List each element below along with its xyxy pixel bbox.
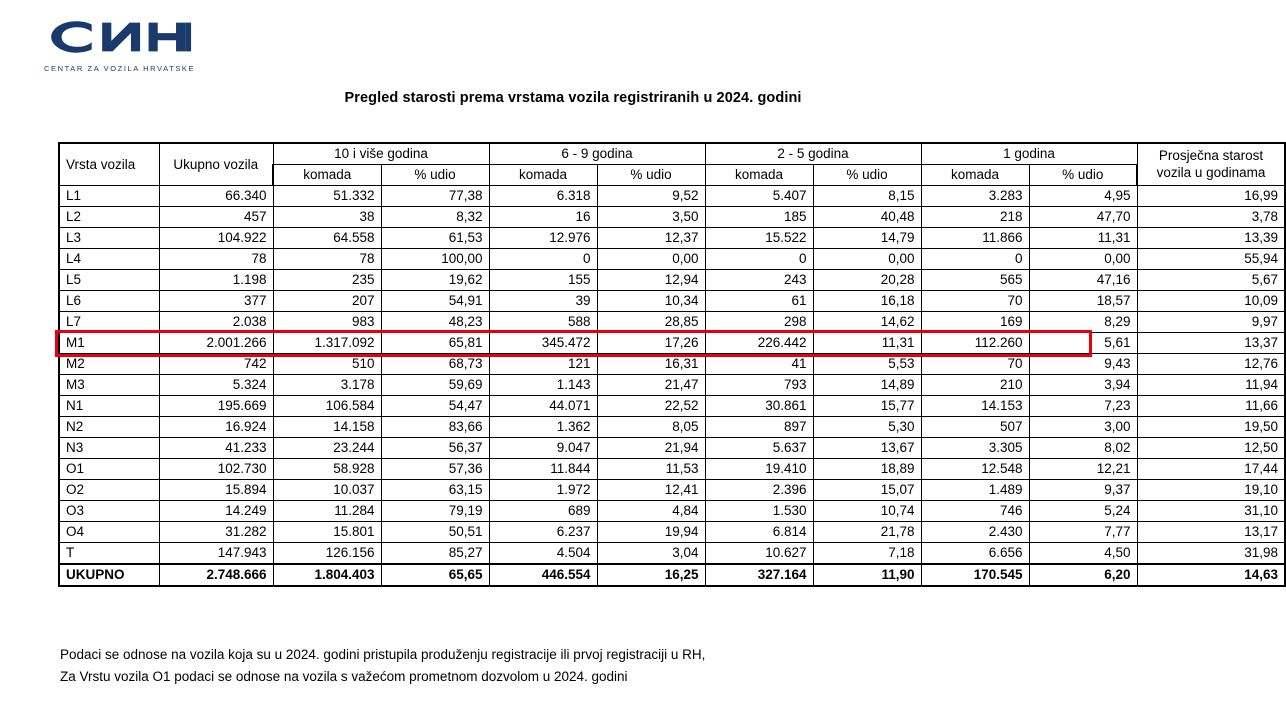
logo [42,14,222,73]
cell-6-9-udio: 21,94 [597,438,705,459]
cell-10-plus-komada: 51.332 [273,186,381,207]
cell-prosjecna-starost: 19,50 [1137,417,1285,438]
cell-2-5-komada: 41 [705,354,813,375]
cell-2-5-komada: 793 [705,375,813,396]
subcol-2-5-udio: % udio [813,165,921,186]
cell-2-5-udio: 7,18 [813,543,921,565]
cell-1-godina-komada: 11.866 [921,228,1029,249]
cell-6-9-komada: 446.554 [489,564,597,586]
cell-ukupno-vozila: 2.748.666 [159,564,273,586]
cell-1-godina-udio: 47,70 [1029,207,1137,228]
cell-1-godina-komada: 2.430 [921,522,1029,543]
cell-vrsta-vozila: L2 [59,207,159,228]
cell-10-plus-udio: 48,23 [381,312,489,333]
cell-6-9-udio: 9,52 [597,186,705,207]
col-group-1-godina: 1 godina [921,143,1137,165]
cell-10-plus-komada: 983 [273,312,381,333]
cell-ukupno-vozila: 16.924 [159,417,273,438]
cell-1-godina-udio: 4,95 [1029,186,1137,207]
cell-ukupno-vozila: 41.233 [159,438,273,459]
cell-10-plus-udio: 68,73 [381,354,489,375]
col-group-6-9: 6 - 9 godina [489,143,705,165]
cell-10-plus-udio: 65,81 [381,333,489,354]
cell-2-5-komada: 5.637 [705,438,813,459]
cell-1-godina-udio: 47,16 [1029,270,1137,291]
cell-ukupno-vozila: 2.038 [159,312,273,333]
cell-ukupno-vozila: 104.922 [159,228,273,249]
cell-prosjecna-starost: 3,78 [1137,207,1285,228]
cell-6-9-udio: 16,25 [597,564,705,586]
cell-1-godina-udio: 7,77 [1029,522,1137,543]
table-row [59,480,1285,501]
cell-prosjecna-starost: 17,44 [1137,459,1285,480]
cell-ukupno-vozila: 14.249 [159,501,273,522]
cell-6-9-udio: 12,37 [597,228,705,249]
col-header-ukupno-vozila: Ukupno vozila [159,143,273,186]
subcol-1-godina-komada: komada [921,165,1029,186]
cell-10-plus-komada: 207 [273,291,381,312]
cell-1-godina-udio: 7,23 [1029,396,1137,417]
table-row [59,564,1285,586]
cell-6-9-udio: 11,53 [597,459,705,480]
cell-1-godina-komada: 565 [921,270,1029,291]
cell-10-plus-udio: 83,66 [381,417,489,438]
cell-ukupno-vozila: 102.730 [159,459,273,480]
cell-6-9-komada: 39 [489,291,597,312]
cell-vrsta-vozila: T [59,543,159,565]
cell-10-plus-komada: 58.928 [273,459,381,480]
cell-prosjecna-starost: 10,09 [1137,291,1285,312]
cell-1-godina-udio: 3,00 [1029,417,1137,438]
table-row [59,375,1285,396]
cell-1-godina-komada: 70 [921,354,1029,375]
cell-2-5-udio: 0,00 [813,249,921,270]
cell-6-9-udio: 12,41 [597,480,705,501]
cell-10-plus-udio: 63,15 [381,480,489,501]
cell-1-godina-komada: 1.489 [921,480,1029,501]
table-row [59,249,1285,270]
cell-ukupno-vozila: 1.198 [159,270,273,291]
cell-2-5-komada: 15.522 [705,228,813,249]
cell-6-9-udio: 8,05 [597,417,705,438]
cell-2-5-komada: 6.814 [705,522,813,543]
prosjek-line-1: Prosječna starost [1158,148,1264,163]
subcol-6-9-udio: % udio [597,165,705,186]
table-body [59,186,1285,587]
logo-caption: CENTAR ZA VOZILA HRVATSKE [44,64,196,73]
cell-10-plus-komada: 15.801 [273,522,381,543]
cell-prosjecna-starost: 13,17 [1137,522,1285,543]
cell-6-9-udio: 3,04 [597,543,705,565]
cell-6-9-komada: 588 [489,312,597,333]
cell-vrsta-vozila: M3 [59,375,159,396]
cell-1-godina-komada: 70 [921,291,1029,312]
cell-6-9-komada: 0 [489,249,597,270]
cell-6-9-udio: 28,85 [597,312,705,333]
cell-prosjecna-starost: 13,37 [1137,333,1285,354]
cell-6-9-komada: 16 [489,207,597,228]
cell-vrsta-vozila: N2 [59,417,159,438]
cell-vrsta-vozila: L7 [59,312,159,333]
cell-1-godina-komada: 3.305 [921,438,1029,459]
cell-6-9-udio: 3,50 [597,207,705,228]
cell-prosjecna-starost: 31,10 [1137,501,1285,522]
col-group-10-plus: 10 i više godina [273,143,489,165]
cell-10-plus-komada: 1.317.092 [273,333,381,354]
cell-1-godina-komada: 12.548 [921,459,1029,480]
cell-10-plus-udio: 57,36 [381,459,489,480]
cell-6-9-komada: 155 [489,270,597,291]
cell-6-9-komada: 6.318 [489,186,597,207]
cell-2-5-udio: 15,77 [813,396,921,417]
cell-1-godina-komada: 218 [921,207,1029,228]
cell-10-plus-udio: 79,19 [381,501,489,522]
footnote-2: Za Vrstu vozila O1 podaci se odnose na vozila s važećom prometnom dozvolom u 2024. godini [60,669,628,684]
cell-2-5-komada: 243 [705,270,813,291]
table-row [59,354,1285,375]
cell-vrsta-vozila: O1 [59,459,159,480]
cell-prosjecna-starost: 14,63 [1137,564,1285,586]
cell-ukupno-vozila: 31.282 [159,522,273,543]
cell-prosjecna-starost: 9,97 [1137,312,1285,333]
cell-6-9-udio: 4,84 [597,501,705,522]
cell-2-5-udio: 14,79 [813,228,921,249]
cell-1-godina-komada: 3.283 [921,186,1029,207]
cell-10-plus-udio: 61,53 [381,228,489,249]
cell-ukupno-vozila: 15.894 [159,480,273,501]
cell-2-5-komada: 327.164 [705,564,813,586]
cell-prosjecna-starost: 19,10 [1137,480,1285,501]
cell-10-plus-komada: 64.558 [273,228,381,249]
cnh-logo-icon [42,14,212,60]
cell-6-9-udio: 10,34 [597,291,705,312]
cell-10-plus-komada: 78 [273,249,381,270]
subcol-10-plus-komada: komada [273,165,381,186]
cell-2-5-udio: 16,18 [813,291,921,312]
cell-ukupno-vozila: 195.669 [159,396,273,417]
cell-6-9-udio: 19,94 [597,522,705,543]
table-row [59,270,1285,291]
cell-1-godina-udio: 3,94 [1029,375,1137,396]
cell-6-9-komada: 1.362 [489,417,597,438]
table-row [59,186,1285,207]
cell-vrsta-vozila: L5 [59,270,159,291]
cell-2-5-udio: 11,31 [813,333,921,354]
cell-2-5-udio: 18,89 [813,459,921,480]
cell-10-plus-komada: 1.804.403 [273,564,381,586]
cell-2-5-udio: 11,90 [813,564,921,586]
cell-vrsta-vozila: M2 [59,354,159,375]
cell-10-plus-komada: 10.037 [273,480,381,501]
cell-6-9-komada: 12.976 [489,228,597,249]
cell-6-9-udio: 21,47 [597,375,705,396]
table-row [59,438,1285,459]
cell-vrsta-vozila: L6 [59,291,159,312]
cell-1-godina-udio: 4,50 [1029,543,1137,565]
table-row [59,291,1285,312]
cell-6-9-komada: 1.143 [489,375,597,396]
footnotes [60,644,705,688]
table-row [59,396,1285,417]
cell-2-5-udio: 13,67 [813,438,921,459]
cell-ukupno-vozila: 5.324 [159,375,273,396]
table-row [59,417,1285,438]
cell-10-plus-udio: 56,37 [381,438,489,459]
cell-10-plus-udio: 50,51 [381,522,489,543]
cell-1-godina-udio: 18,57 [1029,291,1137,312]
cell-1-godina-komada: 170.545 [921,564,1029,586]
cell-prosjecna-starost: 16,99 [1137,186,1285,207]
col-header-vrsta-vozila: Vrsta vozila [59,143,159,186]
cell-ukupno-vozila: 66.340 [159,186,273,207]
cell-10-plus-komada: 38 [273,207,381,228]
cell-1-godina-komada: 507 [921,417,1029,438]
cell-2-5-komada: 61 [705,291,813,312]
cell-1-godina-udio: 5,61 [1029,333,1137,354]
cell-1-godina-komada: 0 [921,249,1029,270]
cell-1-godina-udio: 0,00 [1029,249,1137,270]
cell-2-5-udio: 15,07 [813,480,921,501]
cell-6-9-udio: 16,31 [597,354,705,375]
table-row [59,228,1285,249]
cell-vrsta-vozila: N1 [59,396,159,417]
table-header [59,143,1285,186]
table-row [59,333,1285,354]
subcol-2-5-komada: komada [705,165,813,186]
col-group-2-5: 2 - 5 godina [705,143,921,165]
cell-1-godina-udio: 11,31 [1029,228,1137,249]
cell-6-9-komada: 11.844 [489,459,597,480]
table-row [59,522,1285,543]
cell-10-plus-udio: 54,47 [381,396,489,417]
cell-prosjecna-starost: 55,94 [1137,249,1285,270]
cell-2-5-komada: 0 [705,249,813,270]
cell-1-godina-udio: 12,21 [1029,459,1137,480]
cell-prosjecna-starost: 31,98 [1137,543,1285,565]
cell-2-5-udio: 14,62 [813,312,921,333]
cell-2-5-udio: 5,53 [813,354,921,375]
cell-2-5-komada: 226.442 [705,333,813,354]
cell-1-godina-komada: 746 [921,501,1029,522]
cell-ukupno-vozila: 377 [159,291,273,312]
cell-6-9-komada: 4.504 [489,543,597,565]
cell-10-plus-komada: 11.284 [273,501,381,522]
cell-10-plus-udio: 54,91 [381,291,489,312]
cell-6-9-komada: 1.972 [489,480,597,501]
cell-10-plus-komada: 126.156 [273,543,381,565]
cell-6-9-komada: 689 [489,501,597,522]
cell-1-godina-komada: 14.153 [921,396,1029,417]
table-row [59,312,1285,333]
cell-1-godina-komada: 6.656 [921,543,1029,565]
cell-vrsta-vozila: O3 [59,501,159,522]
cell-1-godina-komada: 210 [921,375,1029,396]
cell-2-5-udio: 5,30 [813,417,921,438]
footnote-1: Podaci se odnose na vozila koja su u 2024. godini pristupila produženju registracije ili prvoj registraciji u RH, [60,647,706,662]
cell-2-5-udio: 20,28 [813,270,921,291]
cell-ukupno-vozila: 2.001.266 [159,333,273,354]
cell-prosjecna-starost: 13,39 [1137,228,1285,249]
cell-6-9-udio: 12,94 [597,270,705,291]
table-row [59,459,1285,480]
cell-vrsta-vozila: L4 [59,249,159,270]
cell-10-plus-udio: 100,00 [381,249,489,270]
cell-2-5-udio: 10,74 [813,501,921,522]
cell-vrsta-vozila: O4 [59,522,159,543]
cell-10-plus-udio: 59,69 [381,375,489,396]
cell-2-5-udio: 14,89 [813,375,921,396]
cell-2-5-komada: 298 [705,312,813,333]
cell-10-plus-komada: 14.158 [273,417,381,438]
table-row [59,501,1285,522]
cell-prosjecna-starost: 11,66 [1137,396,1285,417]
cell-6-9-udio: 0,00 [597,249,705,270]
cell-ukupno-vozila: 147.943 [159,543,273,565]
cell-vrsta-vozila: N3 [59,438,159,459]
cell-prosjecna-starost: 5,67 [1137,270,1285,291]
cell-6-9-komada: 6.237 [489,522,597,543]
cell-1-godina-udio: 8,02 [1029,438,1137,459]
table-row [59,543,1285,565]
cell-ukupno-vozila: 78 [159,249,273,270]
cell-6-9-komada: 345.472 [489,333,597,354]
cell-2-5-komada: 5.407 [705,186,813,207]
age-by-vehicle-type-table [58,142,1278,587]
cell-2-5-komada: 10.627 [705,543,813,565]
subcol-1-godina-udio: % udio [1029,165,1137,186]
cell-1-godina-udio: 8,29 [1029,312,1137,333]
cell-1-godina-udio: 9,43 [1029,354,1137,375]
subcol-10-plus-udio: % udio [381,165,489,186]
page-title: Pregled starosti prema vrstama vozila registriranih u 2024. godini [344,90,802,106]
cell-1-godina-udio: 9,37 [1029,480,1137,501]
cell-6-9-udio: 22,52 [597,396,705,417]
cell-6-9-komada: 121 [489,354,597,375]
cell-2-5-komada: 1.530 [705,501,813,522]
cell-10-plus-udio: 77,38 [381,186,489,207]
cell-2-5-komada: 185 [705,207,813,228]
cell-10-plus-komada: 235 [273,270,381,291]
cell-2-5-udio: 8,15 [813,186,921,207]
cell-2-5-komada: 897 [705,417,813,438]
cell-vrsta-vozila: O2 [59,480,159,501]
cell-2-5-komada: 2.396 [705,480,813,501]
cell-prosjecna-starost: 12,50 [1137,438,1285,459]
cell-10-plus-udio: 19,62 [381,270,489,291]
cell-2-5-komada: 19.410 [705,459,813,480]
cell-6-9-komada: 9.047 [489,438,597,459]
cell-1-godina-komada: 169 [921,312,1029,333]
prosjek-line-2: vozila u godinama [1156,165,1266,180]
cell-10-plus-udio: 65,65 [381,564,489,586]
cell-vrsta-vozila: L3 [59,228,159,249]
cell-2-5-udio: 40,48 [813,207,921,228]
cell-2-5-udio: 21,78 [813,522,921,543]
cell-10-plus-komada: 106.584 [273,396,381,417]
table-row [59,207,1285,228]
cell-vrsta-vozila: M1 [59,333,159,354]
cell-prosjecna-starost: 11,94 [1137,375,1285,396]
cell-10-plus-komada: 510 [273,354,381,375]
cell-2-5-komada: 30.861 [705,396,813,417]
cell-1-godina-udio: 5,24 [1029,501,1137,522]
cell-10-plus-udio: 85,27 [381,543,489,565]
cell-10-plus-udio: 8,32 [381,207,489,228]
cell-vrsta-vozila: UKUPNO [59,564,159,586]
cell-10-plus-komada: 23.244 [273,438,381,459]
cell-ukupno-vozila: 457 [159,207,273,228]
subcol-6-9-komada: komada [489,165,597,186]
cell-1-godina-udio: 6,20 [1029,564,1137,586]
cell-6-9-komada: 44.071 [489,396,597,417]
col-header-prosjecna-starost [1137,143,1285,186]
cell-10-plus-komada: 3.178 [273,375,381,396]
cell-vrsta-vozila: L1 [59,186,159,207]
cell-ukupno-vozila: 742 [159,354,273,375]
cell-1-godina-komada: 112.260 [921,333,1029,354]
cell-prosjecna-starost: 12,76 [1137,354,1285,375]
cell-6-9-udio: 17,26 [597,333,705,354]
